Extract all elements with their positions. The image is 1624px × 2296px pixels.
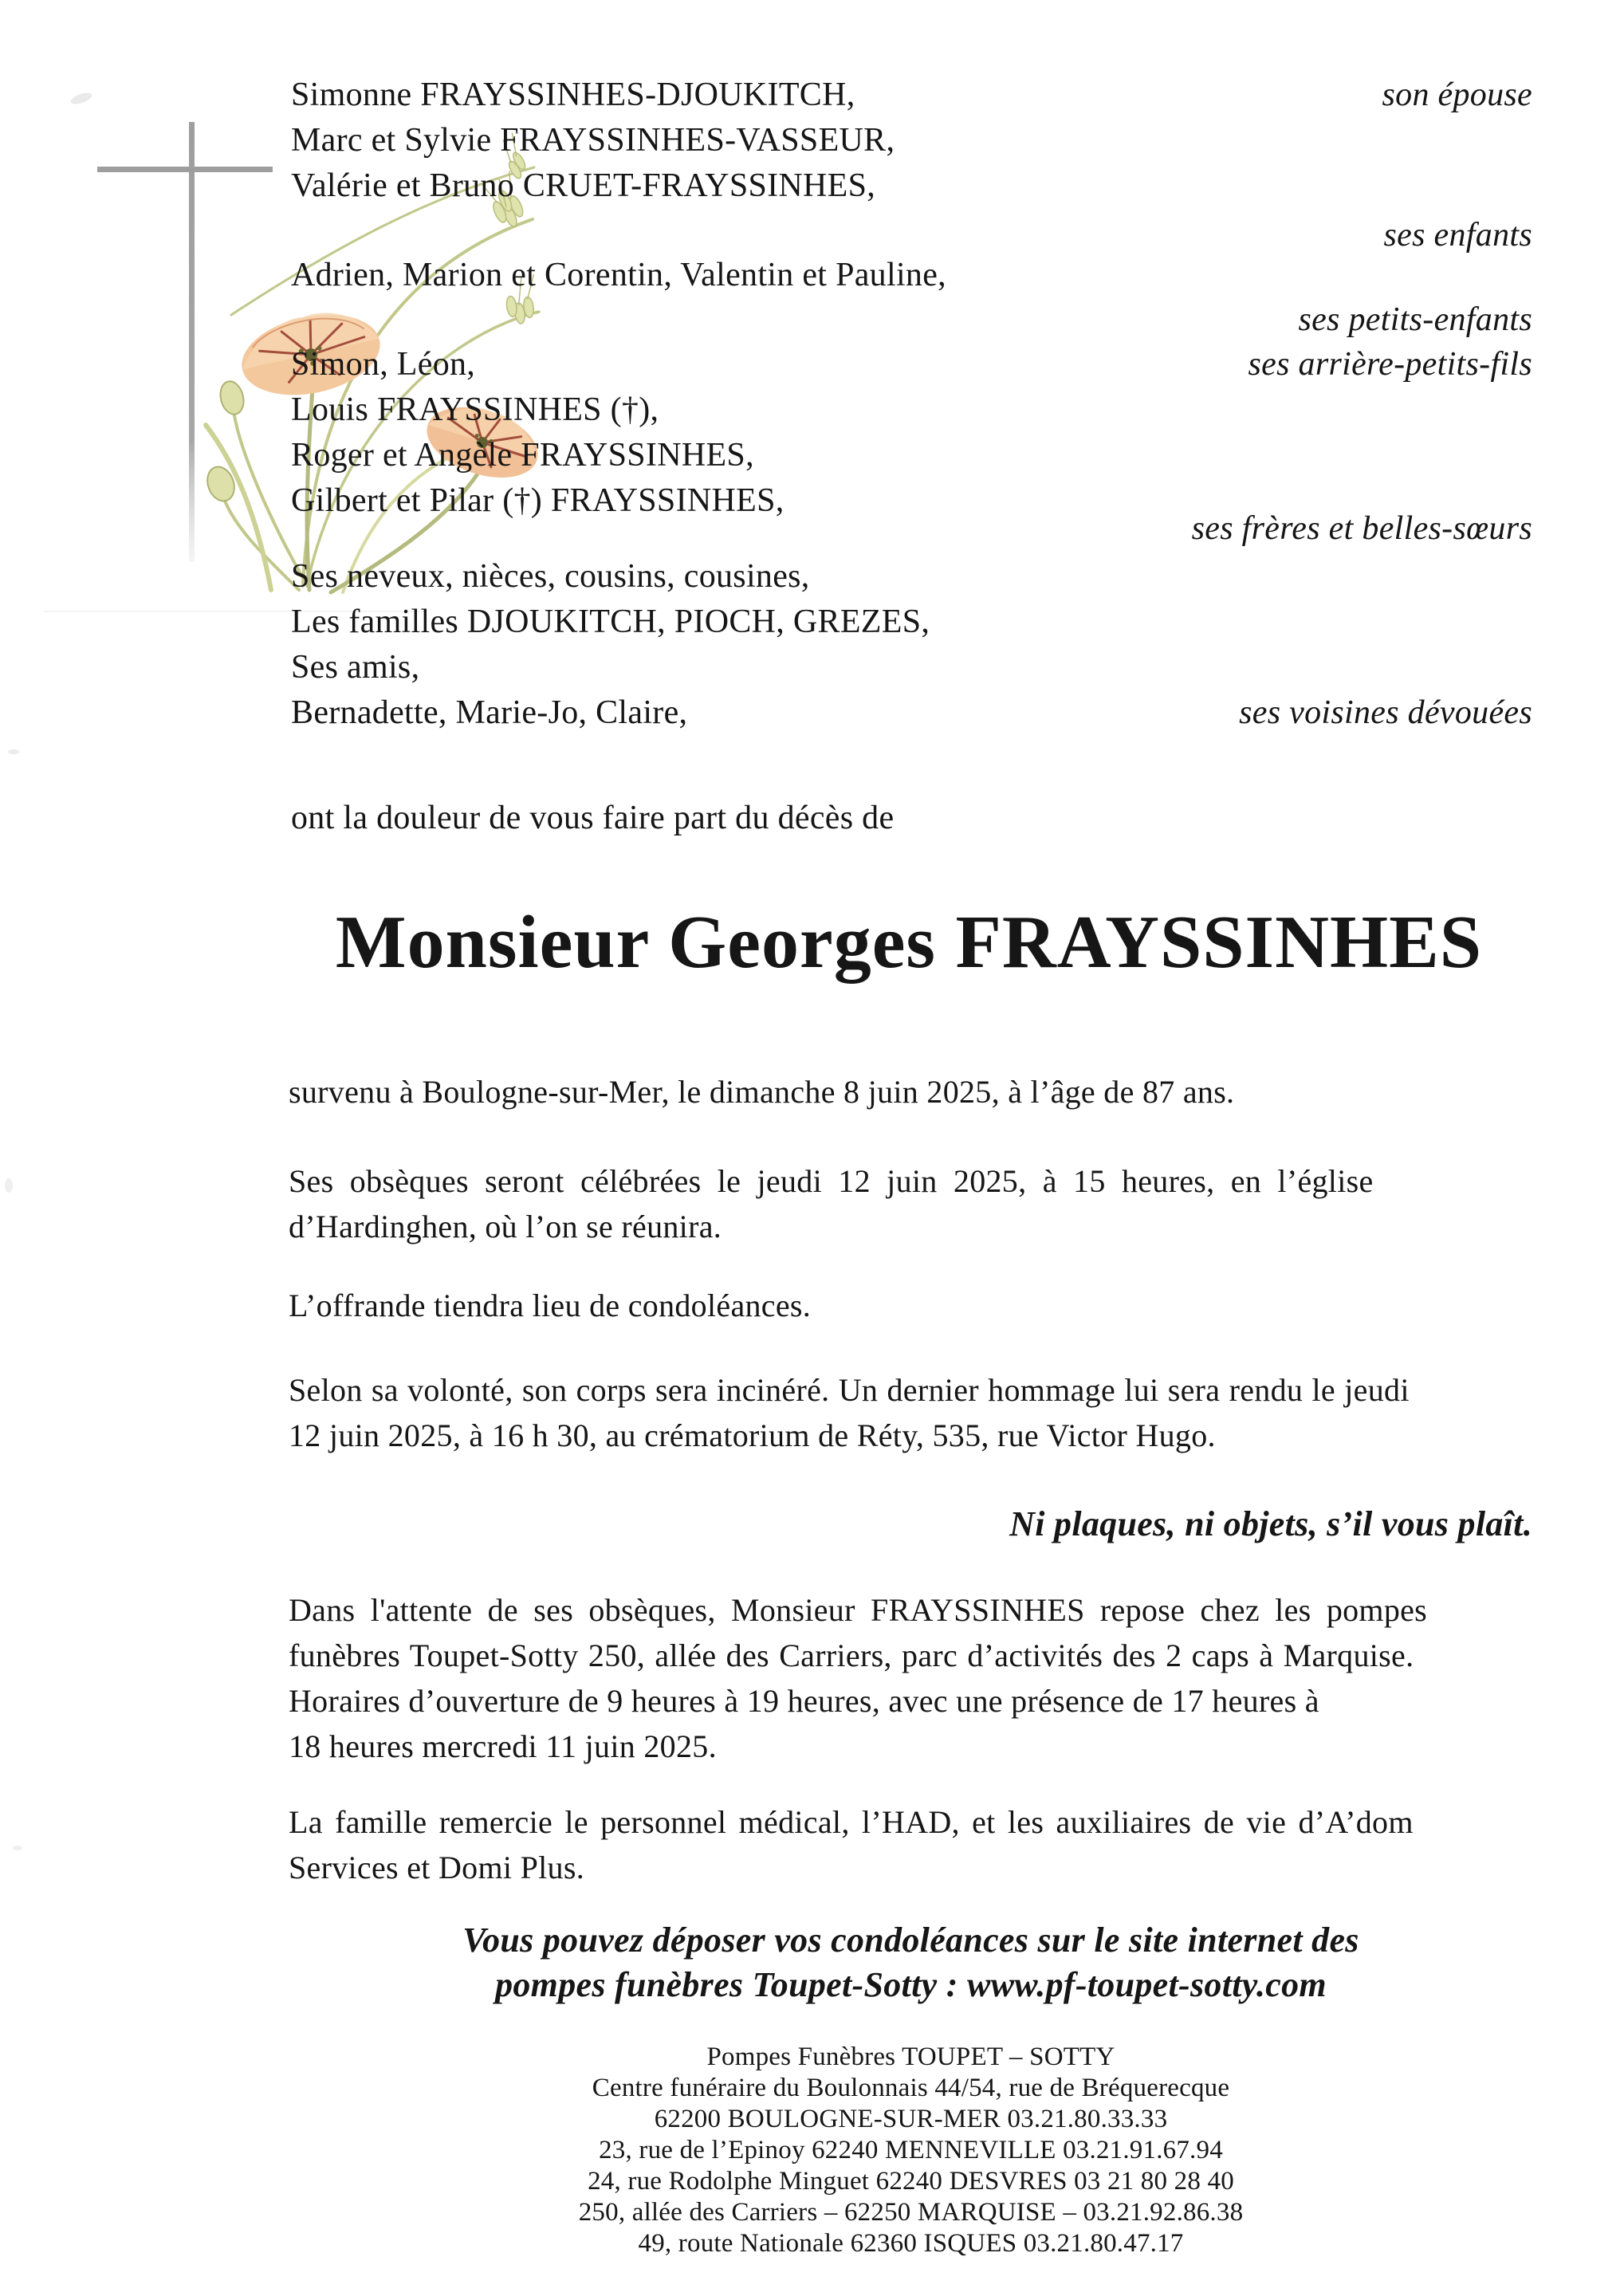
relation-label: ses arrière-petits-fils <box>1248 346 1532 383</box>
funeral-line: Ses obsèques seront célébrées le jeudi 12 juin 2025, à 15 heures, en l’église <box>289 1163 1374 1199</box>
death-line: survenu à Boulogne-sur-Mer, le dimanche 8 juin 2025, à l’âge de 87 ans. <box>289 1074 1235 1110</box>
no-plaques-request: Ni plaques, ni objets, s’il vous plaît. <box>1009 1504 1532 1543</box>
funeral-home-address: 250, allée des Carriers – 62250 MARQUISE – 03.21.92.86.38 <box>578 2198 1244 2227</box>
repose-line: funèbres Toupet-Sotty 250, allée des Carriers, parc d’activités des 2 caps à Marquise. <box>289 1637 1414 1673</box>
scan-artifact <box>13 1846 22 1850</box>
family-line: Ses amis, <box>291 649 420 686</box>
family-line: Bernadette, Marie-Jo, Claire, <box>291 694 688 731</box>
family-line: Valérie et Bruno CRUET-FRAYSSINHES, <box>291 167 876 204</box>
family-line: Adrien, Marion et Corentin, Valentin et Pauline, <box>291 257 946 293</box>
repose-line: Dans l'attente de ses obsèques, Monsieur FRAYSSINHES repose chez les pompes <box>289 1592 1428 1628</box>
online-condolences-line: Vous pouvez déposer vos condoléances sur le site internet des <box>462 1921 1359 1960</box>
family-line: Les familles DJOUKITCH, PIOCH, GREZES, <box>291 603 930 640</box>
family-line: Gilbert et Pilar (†) FRAYSSINHES, <box>291 482 784 519</box>
relation-label: ses voisines dévouées <box>1239 694 1532 731</box>
funeral-home-address: 49, route Nationale 62360 ISQUES 03.21.80.47.17 <box>638 2229 1184 2258</box>
thanks-line: Services et Domi Plus. <box>289 1850 585 1885</box>
relation-label: ses frères et belles-sœurs <box>1191 510 1532 547</box>
funeral-line: d’Hardinghen, où l’on se réunira. <box>289 1209 722 1244</box>
repose-line: Horaires d’ouverture de 9 heures à 19 heures, avec une présence de 17 heures à <box>289 1683 1319 1719</box>
online-condolences-line: pompes funèbres Toupet-Sotty : www.pf-toupet-sotty.com <box>495 1965 1327 2004</box>
family-line: Simonne FRAYSSINHES-DJOUKITCH, <box>291 77 855 113</box>
relation-label: son épouse <box>1382 77 1532 113</box>
funeral-home-address: Centre funéraire du Boulonnais 44/54, rue de Bréquerecque <box>592 2074 1230 2102</box>
family-line: Simon, Léon, <box>291 346 476 383</box>
family-line: Louis FRAYSSINHES (†), <box>291 391 659 428</box>
scan-artifact <box>5 1178 13 1193</box>
relation-label: ses enfants <box>1383 217 1532 254</box>
family-line: Roger et Angèle FRAYSSINHES, <box>291 437 754 474</box>
repose-line: 18 heures mercredi 11 juin 2025. <box>289 1728 717 1764</box>
thanks-line: La famille remercie le personnel médical, l’HAD, et les auxiliaires de vie d’A’dom <box>289 1804 1414 1840</box>
family-line: Ses neveux, nièces, cousins, cousines, <box>291 558 810 595</box>
scan-artifact <box>8 749 19 754</box>
funeral-home-address: 62200 BOULOGNE-SUR-MER 03.21.80.33.33 <box>654 2105 1168 2133</box>
funeral-home-address: 24, rue Rodolphe Minguet 62240 DESVRES 03 21 80 28 40 <box>588 2167 1234 2196</box>
announcement-intro: ont la douleur de vous faire part du décès de <box>291 800 895 836</box>
funeral-home-name: Pompes Funèbres TOUPET – SOTTY <box>706 2042 1115 2071</box>
offering-line: L’offrande tiendra lieu de condoléances. <box>289 1288 812 1323</box>
cremation-line: Selon sa volonté, son corps sera incinéré. Un dernier hommage lui sera rendu le jeudi <box>289 1372 1410 1408</box>
deceased-name: Monsieur Georges FRAYSSINHES <box>335 901 1483 984</box>
relation-label: ses petits-enfants <box>1298 301 1532 338</box>
funeral-home-address: 23, rue de l’Epinoy 62240 MENNEVILLE 03.21.91.67.94 <box>599 2136 1223 2164</box>
family-line: Marc et Sylvie FRAYSSINHES-VASSEUR, <box>291 122 895 159</box>
cremation-line: 12 juin 2025, à 16 h 30, au crématorium de Réty, 535, rue Victor Hugo. <box>289 1417 1216 1453</box>
